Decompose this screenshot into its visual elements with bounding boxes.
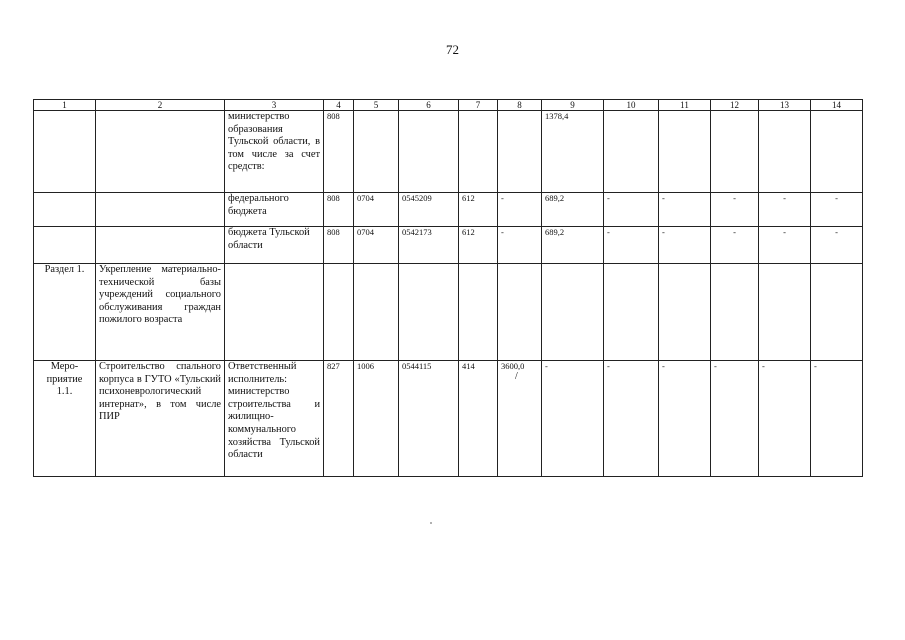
empty-cell <box>811 264 863 361</box>
code-cell: 827 <box>324 361 354 477</box>
handwritten-mark: / <box>515 371 518 382</box>
header-row <box>34 100 863 111</box>
empty-cell <box>96 227 225 264</box>
empty-cell <box>324 264 354 361</box>
header-cell: 1 <box>34 100 96 111</box>
page-number: 72 <box>446 42 459 57</box>
amount-cell: - <box>498 193 542 227</box>
code-cell: 808 <box>324 193 354 227</box>
amount-cell: - <box>604 193 659 227</box>
amount-cell: - <box>811 361 863 477</box>
code-cell: 808 <box>324 111 354 193</box>
code-cell: 1006 <box>354 361 399 477</box>
empty-cell <box>96 111 225 193</box>
amount-cell: - <box>811 193 863 227</box>
funding-source-cell: бюджета Тульской области <box>225 227 324 264</box>
empty-cell <box>225 264 324 361</box>
header-cell: 9 <box>542 100 604 111</box>
empty-cell <box>354 111 399 193</box>
responsible-executor-cell: Ответственный исполнитель: министерство строительства и жилищно-коммунального хозяйства Тульской области <box>225 361 324 477</box>
empty-cell <box>399 111 459 193</box>
code-cell: 612 <box>459 193 498 227</box>
table-row-section <box>34 264 863 361</box>
empty-cell <box>659 264 711 361</box>
code-cell: 414 <box>459 361 498 477</box>
funding-source-cell: министерство образования Тульской области, в том числе за счет средств: <box>225 111 324 193</box>
amount-cell: - <box>659 361 711 477</box>
code-cell: 0704 <box>354 193 399 227</box>
empty-cell <box>34 193 96 227</box>
amount-cell: - <box>711 193 759 227</box>
empty-cell <box>759 264 811 361</box>
amount-cell: - <box>604 361 659 477</box>
amount-cell: - <box>759 361 811 477</box>
header-cell: 3 <box>225 100 324 111</box>
section-title-cell: Укрепление материально-технической базы учреждений социального обслуживания граждан пожилого возраста <box>96 264 225 361</box>
empty-cell <box>34 111 96 193</box>
scan-speck <box>430 522 432 524</box>
amount-cell: - <box>659 227 711 264</box>
empty-cell <box>542 264 604 361</box>
amount-cell: - <box>711 361 759 477</box>
code-cell: 0544115 <box>399 361 459 477</box>
empty-cell <box>498 111 542 193</box>
amount-cell <box>498 361 542 477</box>
measure-title-cell: Строительство спального корпуса в ГУТО «Тульский психоневрологический интернат», в том числе ПИР <box>96 361 225 477</box>
empty-cell <box>659 111 711 193</box>
header-cell: 7 <box>459 100 498 111</box>
empty-cell <box>459 111 498 193</box>
amount-cell: 689,2 <box>542 193 604 227</box>
empty-cell <box>711 264 759 361</box>
table-row-measure <box>34 361 863 477</box>
budget-table <box>33 99 863 477</box>
amount-cell: - <box>542 361 604 477</box>
header-cell: 8 <box>498 100 542 111</box>
header-cell: 10 <box>604 100 659 111</box>
empty-cell <box>604 264 659 361</box>
amount-cell: 689,2 <box>542 227 604 264</box>
amount-cell: - <box>759 193 811 227</box>
code-cell: 0545209 <box>399 193 459 227</box>
section-label-cell: Раздел 1. <box>34 264 96 361</box>
header-cell: 2 <box>96 100 225 111</box>
amount-cell: - <box>604 227 659 264</box>
amount-cell: - <box>811 227 863 264</box>
empty-cell <box>96 193 225 227</box>
empty-cell <box>399 264 459 361</box>
empty-cell <box>498 264 542 361</box>
measure-label-line: приятие <box>46 373 83 385</box>
amount-value: 3600,0 <box>501 361 525 371</box>
measure-label-line: Меро- <box>50 361 79 372</box>
header-cell: 11 <box>659 100 711 111</box>
code-cell: 808 <box>324 227 354 264</box>
amount-cell: 1378,4 <box>542 111 604 193</box>
table-row-regional <box>34 227 863 264</box>
table-row-ministry <box>34 111 863 193</box>
empty-cell <box>354 264 399 361</box>
code-cell: 0542173 <box>399 227 459 264</box>
empty-cell <box>459 264 498 361</box>
empty-cell <box>811 111 863 193</box>
amount-cell: - <box>711 227 759 264</box>
empty-cell <box>34 227 96 264</box>
header-cell: 5 <box>354 100 399 111</box>
code-cell: 0704 <box>354 227 399 264</box>
amount-cell: - <box>659 193 711 227</box>
header-cell: 4 <box>324 100 354 111</box>
empty-cell <box>759 111 811 193</box>
empty-cell <box>711 111 759 193</box>
amount-cell: - <box>759 227 811 264</box>
header-cell: 6 <box>399 100 459 111</box>
funding-source-cell: федерального бюджета <box>225 193 324 227</box>
measure-label-line: 1.1. <box>56 386 73 398</box>
header-cell: 13 <box>759 100 811 111</box>
code-cell: 612 <box>459 227 498 264</box>
amount-cell: - <box>498 227 542 264</box>
header-cell: 14 <box>811 100 863 111</box>
table-row-federal <box>34 193 863 227</box>
measure-label-cell <box>34 361 96 477</box>
empty-cell <box>604 111 659 193</box>
header-cell: 12 <box>711 100 759 111</box>
